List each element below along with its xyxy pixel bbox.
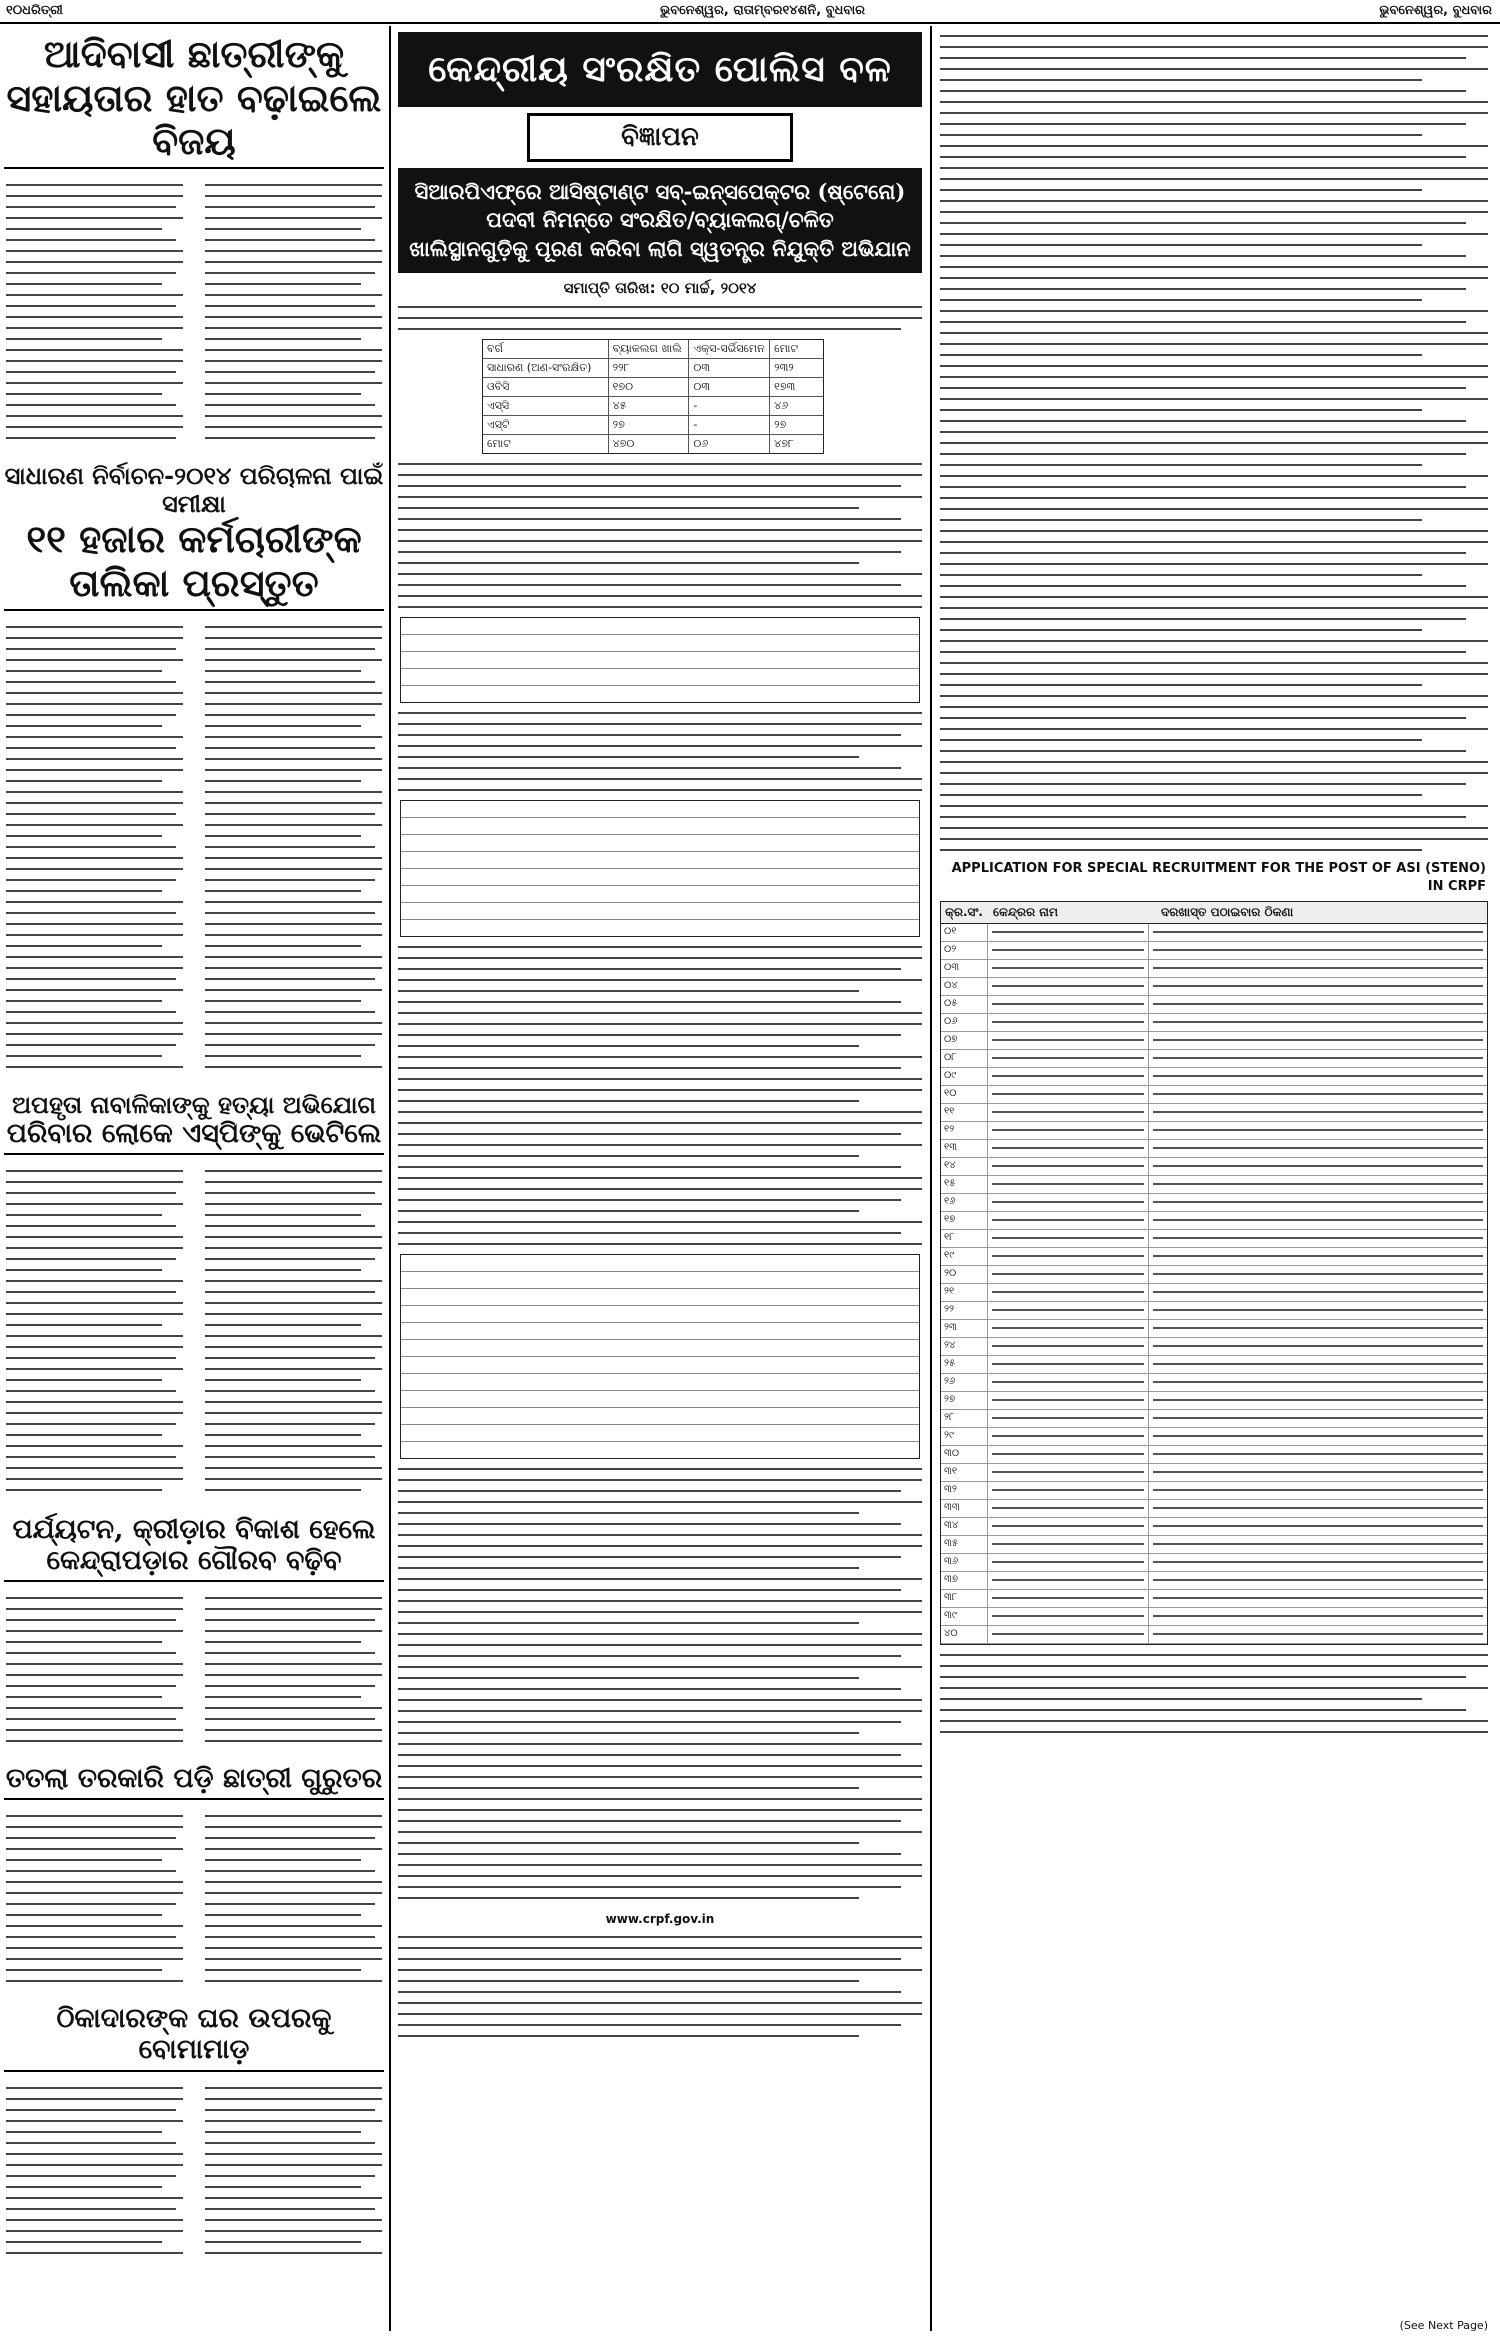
centre-name — [988, 1050, 1149, 1067]
headline-story-1: ଆଦିବାସୀ ଛାତ୍ରୀଙ୍କୁ ସହାୟତାର ହାତ ବଢ଼ାଇଲେ ବିଜୟ — [4, 32, 384, 169]
centre-name — [988, 1338, 1149, 1355]
advert-banner: କେନ୍ଦ୍ରୀୟ ସଂରକ୍ଷିତ ପୋଲିସ ବଳ — [398, 32, 922, 107]
row-number: ୨୪ — [941, 1338, 988, 1355]
table-cell: ୧୭୦ — [609, 378, 690, 396]
eligibility-table — [400, 617, 920, 703]
centre-name — [988, 1122, 1149, 1139]
centre-address — [1149, 960, 1487, 977]
row-number: ୧୦ — [941, 1086, 988, 1103]
row-number: ୪୦ — [941, 1626, 988, 1643]
advert-footnotes — [940, 1654, 1488, 1733]
table-cell: - — [689, 416, 770, 434]
table-cell: ୨୭ — [774, 418, 787, 432]
centre-address — [1149, 1572, 1487, 1589]
row-number: ୧୨ — [941, 1122, 988, 1139]
table-row — [483, 397, 823, 416]
table-row — [941, 1140, 1487, 1158]
centre-name — [988, 1608, 1149, 1625]
page-header — [0, 0, 1500, 24]
centre-name — [988, 1374, 1149, 1391]
row-number: ୩୮ — [941, 1590, 988, 1607]
dateline-right: ଭୁବନେଶ୍ୱର, ବୁଧବାର — [1379, 3, 1492, 18]
centre-name — [988, 1302, 1149, 1319]
headline-story-2: ୧୧ ହଜାର କର୍ମଚାରୀଙ୍କ ତାଲିକା ପ୍ରସ୍ତୁତ — [4, 517, 384, 610]
centre-address — [1149, 1518, 1487, 1535]
table-row — [941, 1086, 1487, 1104]
centre-address — [1149, 1248, 1487, 1265]
centre-address — [1149, 1410, 1487, 1427]
table-row — [941, 1608, 1487, 1626]
table-row — [941, 996, 1487, 1014]
centre-address — [1149, 1068, 1487, 1085]
centre-name — [988, 1482, 1149, 1499]
centre-address — [1149, 942, 1487, 959]
centre-name — [988, 1464, 1149, 1481]
table-row — [941, 1302, 1487, 1320]
centre-name — [988, 1428, 1149, 1445]
row-number: ୧୭ — [941, 1212, 988, 1229]
centre-name — [988, 1266, 1149, 1283]
table-row — [941, 1176, 1487, 1194]
table-cell: ୨୩୨ — [774, 361, 794, 375]
table-cell: ୦୩ — [689, 359, 770, 377]
table-cell: ୨୨୮ — [609, 359, 690, 377]
table-cell: ଓବିସି — [483, 378, 609, 396]
table-row — [941, 1482, 1487, 1500]
centre-address — [1149, 1536, 1487, 1553]
table-row — [941, 1410, 1487, 1428]
headline-story-4: ପର୍ଯ୍ୟଟନ, କ୍ରୀଡ଼ାର ବିକାଶ ହେଲେ କେନ୍ଦ୍ରାପଡ଼ାର ଗୌରବ ବଢ଼ିବ — [4, 1514, 384, 1582]
vacancy-table — [482, 339, 824, 454]
table-row — [941, 1158, 1487, 1176]
table-row — [941, 1572, 1487, 1590]
row-number: ୩୧ — [941, 1464, 988, 1481]
centre-name — [988, 1626, 1149, 1643]
news-column — [0, 26, 388, 2336]
row-number: ୧୧ — [941, 1104, 988, 1121]
row-number: ୦୭ — [941, 1032, 988, 1049]
table-cell: ଏସ୍‌ସି — [483, 397, 609, 415]
centre-address — [1149, 1230, 1487, 1247]
row-number: ୧୬ — [941, 1194, 988, 1211]
centre-name — [988, 1032, 1149, 1049]
centre-address — [1149, 1464, 1487, 1481]
table-header: କ୍ର.ସଂ. — [945, 905, 983, 920]
centre-name — [988, 960, 1149, 977]
row-number: ୩୬ — [941, 1554, 988, 1571]
centre-name — [988, 1320, 1149, 1337]
centre-name — [988, 1590, 1149, 1607]
row-number: ୩୪ — [941, 1518, 988, 1535]
centre-name — [988, 1446, 1149, 1463]
centre-name — [988, 1572, 1149, 1589]
table-row — [483, 378, 823, 397]
table-row — [941, 1554, 1487, 1572]
table-row — [941, 1032, 1487, 1050]
centre-address — [1149, 1284, 1487, 1301]
row-number: ୧୯ — [941, 1248, 988, 1265]
kicker-story-2: ସାଧାରଣ ନିର୍ବାଚନ-୨୦୧୪ ପରିଚାଳନା ପାଇଁ ସମୀକ୍ଷା — [4, 461, 384, 518]
centre-address — [1149, 1482, 1487, 1499]
column-divider — [930, 26, 932, 2331]
centre-address — [1149, 1554, 1487, 1571]
centre-address — [1149, 1374, 1487, 1391]
centre-name — [988, 978, 1149, 995]
row-number: ୩୯ — [941, 1608, 988, 1625]
advert-text — [398, 1936, 922, 2037]
centre-address — [1149, 1086, 1487, 1103]
centre-name — [988, 1230, 1149, 1247]
table-header: କେନ୍ଦ୍ରର ନାମ — [993, 905, 1058, 920]
skill-test-table — [400, 1254, 920, 1459]
table-cell: ୪୫ — [609, 397, 690, 415]
row-number: ୨୧ — [941, 1284, 988, 1301]
table-cell: ଏସ୍‌ଟି — [483, 416, 609, 434]
headline-story-3: ପରିବାର ଲୋକେ ଏସ୍‌ପିଙ୍କୁ ଭେଟିଲେ — [4, 1118, 384, 1155]
row-number: ୩୦ — [941, 1446, 988, 1463]
centre-address — [1149, 1266, 1487, 1283]
table-row — [941, 1212, 1487, 1230]
advert-continued — [934, 26, 1494, 2336]
advert-text — [398, 463, 922, 608]
address-rows — [941, 924, 1487, 1644]
table-row — [941, 1194, 1487, 1212]
centre-name — [988, 1014, 1149, 1031]
centre-name — [988, 942, 1149, 959]
centre-name — [988, 996, 1149, 1013]
row-number: ୦୯ — [941, 1068, 988, 1085]
row-number: ୦୫ — [941, 996, 988, 1013]
story-body — [0, 169, 388, 454]
centre-name — [988, 1194, 1149, 1211]
table-row — [483, 435, 823, 453]
table-cell: ୦୬ — [689, 435, 770, 453]
centre-address — [1149, 1446, 1487, 1463]
advertisement — [392, 26, 928, 2336]
table-row — [941, 924, 1487, 942]
table-row — [941, 1320, 1487, 1338]
story-body — [0, 611, 388, 1083]
table-row — [941, 1266, 1487, 1284]
centre-name — [988, 1248, 1149, 1265]
table-header-row — [483, 340, 823, 359]
campaign-line: ଖାଲିସ୍ଥାନଗୁଡ଼ିକୁ ପୂରଣ କରିବା ଲାଗି ସ୍ୱତନ୍ତ୍ର ନିଯୁକ୍ତି ଅଭିଯାନ — [409, 235, 911, 261]
centre-address — [1149, 996, 1487, 1013]
centre-address — [1149, 1140, 1487, 1157]
row-number: ୩୫ — [941, 1536, 988, 1553]
table-row — [941, 1428, 1487, 1446]
row-number: ୨୨ — [941, 1302, 988, 1319]
centre-address — [1149, 1302, 1487, 1319]
table-cell: ମୋଟ — [483, 435, 609, 453]
centre-address — [1149, 1014, 1487, 1031]
table-cell: ୪୭୮ — [774, 437, 794, 451]
centre-address — [1149, 1626, 1487, 1643]
advert-intro — [398, 306, 922, 330]
website-line — [398, 1908, 922, 1927]
table-row — [941, 1122, 1487, 1140]
row-number: ୩୩ — [941, 1500, 988, 1517]
table-header: ଦରଖାସ୍ତ ପଠାଇବାର ଠିକଣା — [1161, 905, 1294, 920]
centre-name — [988, 1554, 1149, 1571]
row-number: ୦୬ — [941, 1014, 988, 1031]
advert-text — [940, 35, 1488, 851]
see-next-page: (See Next Page) — [1399, 2319, 1488, 2332]
story-body — [0, 1582, 388, 1757]
table-header-row — [941, 902, 1487, 924]
row-number: ୨୬ — [941, 1374, 988, 1391]
centre-address — [1149, 1392, 1487, 1409]
table-header: ବ୍ୟାକଲଗ ଖାଲି — [609, 340, 690, 358]
table-row — [941, 1590, 1487, 1608]
centre-name — [988, 1284, 1149, 1301]
centre-name — [988, 1518, 1149, 1535]
headline-story-6: ଠିକାଦାରଙ୍କ ଘର ଉପରକୁ ବୋମାମାଡ଼ — [4, 2003, 384, 2071]
centre-name — [988, 1140, 1149, 1157]
row-number: ୦୪ — [941, 978, 988, 995]
table-row — [941, 1392, 1487, 1410]
table-cell: ୪୭୦ — [609, 435, 690, 453]
centre-address — [1149, 1122, 1487, 1139]
centre-address — [1149, 1500, 1487, 1517]
table-row — [941, 1626, 1487, 1644]
centre-name — [988, 1176, 1149, 1193]
centre-name — [988, 924, 1149, 941]
table-row — [483, 416, 823, 435]
centre-name — [988, 1356, 1149, 1373]
table-row — [941, 1500, 1487, 1518]
centre-address — [1149, 1320, 1487, 1337]
table-row — [941, 1374, 1487, 1392]
table-header: ଏକ୍ସ-ସର୍ଭିସମେନ — [689, 340, 770, 358]
campaign-line: ସିଆରପିଏଫ୍‌ରେ ଆସିଷ୍ଟାଣ୍ଟ ସବ୍-ଇନ୍‌ସପେକ୍ଟର (ଷ୍ଟେନୋ) — [414, 179, 906, 204]
story-body — [0, 2072, 388, 2269]
row-number: ୩୨ — [941, 1482, 988, 1499]
centre-address — [1149, 1176, 1487, 1193]
row-number: ୨୩ — [941, 1320, 988, 1337]
table-cell: ୪୬ — [774, 399, 789, 413]
row-number: ୨୮ — [941, 1410, 988, 1427]
table-cell: ୧୭୩ — [774, 380, 796, 394]
centre-address — [1149, 1428, 1487, 1445]
table-row — [941, 942, 1487, 960]
advert-text — [398, 946, 922, 1245]
table-row — [941, 1356, 1487, 1374]
table-row — [941, 1446, 1487, 1464]
website-link[interactable]: www.crpf.gov.in — [605, 1912, 715, 1927]
table-row — [941, 1050, 1487, 1068]
table-row — [483, 359, 823, 378]
dateline: ଭୁବନେଶ୍ୱର, ରାତାମ୍ବର୧୪ଶନି, ବୁଧବାର — [660, 3, 866, 18]
centre-address — [1149, 1158, 1487, 1175]
advert-text — [398, 712, 922, 791]
table-row — [941, 1230, 1487, 1248]
table-row — [941, 1464, 1487, 1482]
centre-name — [988, 1536, 1149, 1553]
row-number: ୧୮ — [941, 1230, 988, 1247]
table-cell: ୦୩ — [689, 378, 770, 396]
row-number: ୦୧ — [941, 924, 988, 941]
story-body — [0, 1800, 388, 1997]
row-number: ୩୭ — [941, 1572, 988, 1589]
table-row — [941, 1014, 1487, 1032]
row-number: ୦୩ — [941, 960, 988, 977]
last-date: ସମାପ୍ତି ତାରିଖ: ୧୦ ମାର୍ଚ୍ଚ, ୨୦୧୪ — [563, 279, 757, 298]
centre-name — [988, 1500, 1149, 1517]
centre-address — [1149, 1338, 1487, 1355]
table-row — [941, 1338, 1487, 1356]
campaign-title — [398, 168, 922, 273]
table-cell: ସାଧାରଣ (ଅଣ-ସଂରକ୍ଷିତ) — [483, 359, 609, 377]
row-number: ୨୦ — [941, 1266, 988, 1283]
row-number: ୨୫ — [941, 1356, 988, 1373]
centre-address — [1149, 1212, 1487, 1229]
table-row — [941, 960, 1487, 978]
centre-address — [1149, 1194, 1487, 1211]
column-divider — [389, 26, 391, 2331]
table-row — [941, 1518, 1487, 1536]
table-row — [941, 1284, 1487, 1302]
headline-story-5: ତତଲା ତରକାରି ପଡ଼ି ଛାତ୍ରୀ ଗୁରୁତର — [4, 1763, 384, 1800]
advert-text — [398, 1468, 922, 1899]
centre-address — [1149, 1590, 1487, 1607]
centre-address — [1149, 1050, 1487, 1067]
table-row — [941, 1068, 1487, 1086]
centre-name — [988, 1212, 1149, 1229]
table-row — [941, 1248, 1487, 1266]
story-body — [0, 1155, 388, 1506]
centre-name — [988, 1068, 1149, 1085]
centre-address — [1149, 1032, 1487, 1049]
height-table — [400, 800, 920, 937]
advert-subtitle: ବିଜ୍ଞାପନ — [527, 113, 793, 162]
row-number: ୨୭ — [941, 1392, 988, 1409]
table-row — [941, 1536, 1487, 1554]
row-number: ୧୪ — [941, 1158, 988, 1175]
address-table — [940, 901, 1488, 1645]
centre-name — [988, 1086, 1149, 1103]
row-number: ୦୮ — [941, 1050, 988, 1067]
row-number: ୨୯ — [941, 1428, 988, 1445]
page-number-label: ୧୦ଧରିତ୍ରୀ — [6, 3, 63, 18]
centre-name — [988, 1158, 1149, 1175]
table-row — [941, 1104, 1487, 1122]
centre-name — [988, 1104, 1149, 1121]
table-row — [941, 978, 1487, 996]
centre-name — [988, 1410, 1149, 1427]
table-header: ବର୍ଗ — [483, 340, 609, 358]
centre-address — [1149, 1608, 1487, 1625]
row-number: ୧୫ — [941, 1176, 988, 1193]
row-number: ୧୩ — [941, 1140, 988, 1157]
campaign-line: ପଦବୀ ନିମନ୍ତେ ସଂରକ୍ଷିତ/ବ୍ୟାକଲଗ୍/ଚଳିତ — [486, 207, 834, 233]
centre-address — [1149, 1356, 1487, 1373]
kicker-story-3: ଅପହୃତା ନାବାଳିକାଙ୍କୁ ହତ୍ୟା ଅଭିଯୋଗ — [12, 1089, 376, 1119]
centre-address — [1149, 924, 1487, 941]
table-cell: ୨୭ — [609, 416, 690, 434]
table-cell: - — [689, 397, 770, 415]
centre-address — [1149, 1104, 1487, 1121]
row-number: ୦୨ — [941, 942, 988, 959]
application-heading: APPLICATION FOR SPECIAL RECRUITMENT FOR THE POST OF ASI (STENO) IN CRPF — [951, 861, 1486, 894]
table-header: ମୋଟ — [774, 342, 799, 356]
centre-name — [988, 1392, 1149, 1409]
centre-address — [1149, 978, 1487, 995]
